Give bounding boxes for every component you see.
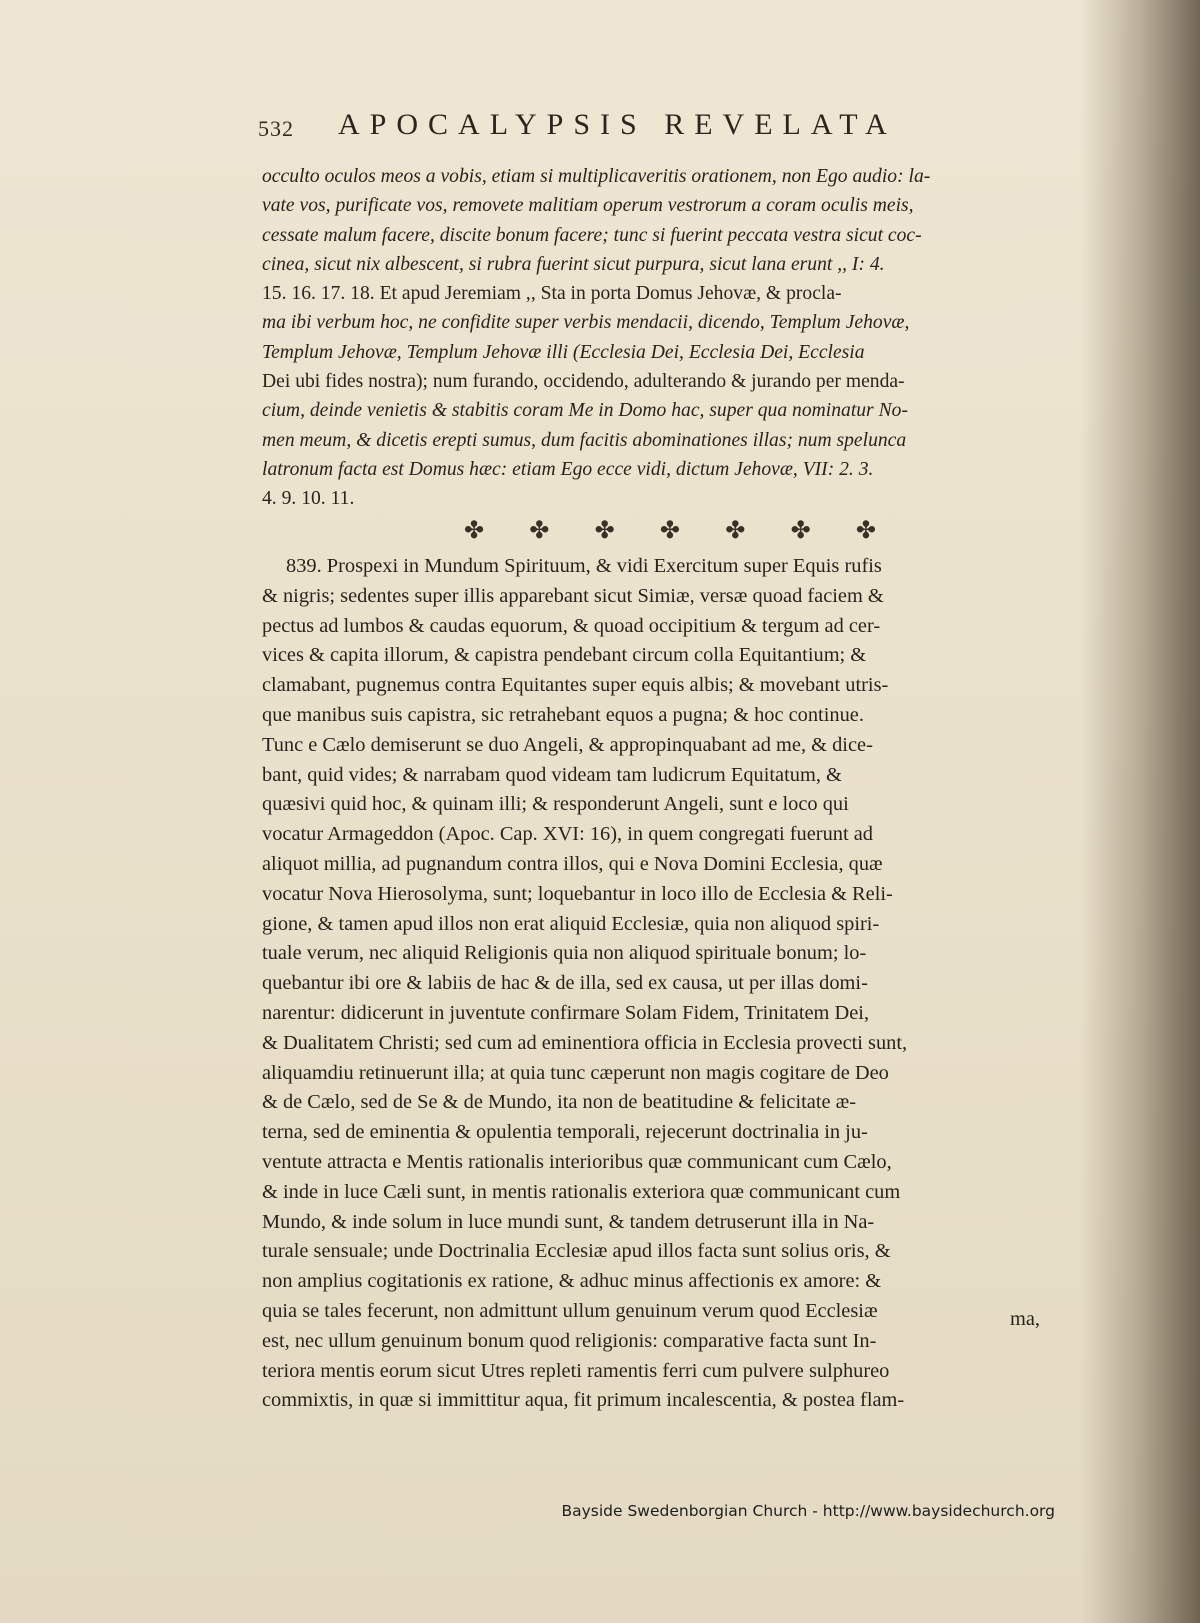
text-line: Templum Jehovæ, Templum Jehovæ illi (Ecclesia Dei, Ecclesia Dei, Ecclesia <box>262 341 865 363</box>
text-line: latronum facta est Domus hæc: etiam Ego ecce vidi, dictum Jehovæ, VII: 2. 3. <box>262 458 874 480</box>
text-line: & de Cælo, sed de Se & de Mundo, ita non de beatitudine & felicitate æ- <box>262 1091 857 1114</box>
text-line: non amplius cogitationis ex ratione, & adhuc minus affectionis ex amore: & <box>262 1270 882 1293</box>
text-line: pectus ad lumbos & caudas equorum, & quoad occipitium & tergum ad cer- <box>262 614 881 637</box>
running-head: APOCALYPSIS REVELATA <box>338 108 897 141</box>
text-line: ventute attracta e Mentis rationalis interioribus quæ communicant cum Cælo, <box>262 1150 892 1173</box>
text-line: 4. 9. 10. 11. <box>262 488 355 510</box>
text-line: vocatur Armageddon (Apoc. Cap. XVI: 16), in quem congregati fuerunt ad <box>262 823 873 846</box>
text-line: vocatur Nova Hierosolyma, sunt; loquebantur in loco illo de Ecclesia & Reli- <box>262 882 893 905</box>
scripture-quote-block <box>262 162 1044 514</box>
text-line: cessate malum facere, discite bonum facere; tunc si fuerint peccata vestra sicut coc- <box>262 224 922 246</box>
text-line: turale sensuale; unde Doctrinalia Ecclesiæ apud illos facta sunt solius oris, & <box>262 1240 891 1263</box>
text-line: 839. Prospexi in Mundum Spirituum, & vidi Exercitum super Equis rufis <box>286 555 882 577</box>
paragraph-839 <box>262 552 1044 1416</box>
text-line: clamabant, pugnemus contra Equitantes super equis albis; & movebant utris- <box>262 674 889 697</box>
text-line: & Dualitatem Christi; sed cum ad eminentiora officia in Ecclesia provecti sunt, <box>262 1031 908 1054</box>
text-line: que manibus suis capistra, sic retrahebant equos a pugna; & hoc continue. <box>262 703 864 726</box>
text-line: Dei ubi fides nostra); num furando, occidendo, adulterando & jurando per menda- <box>262 371 905 393</box>
text-line: tuale verum, nec aliquid Religionis quia non aliquod spirituale bonum; lo- <box>262 942 867 965</box>
text-line: aliquot millia, ad pugnandum contra illos, qui e Nova Domini Ecclesia, quæ <box>262 852 883 875</box>
flower-ornament-icon: ✤ <box>790 518 811 544</box>
text-line: bant, quid vides; & narrabam quod videam tam ludicrum Equitatum, & <box>262 763 842 786</box>
text-line: men meum, & dicetis erepti sumus, dum facitis abominationes illas; num spelunca <box>262 429 907 451</box>
text-line: Tunc e Cælo demiserunt se duo Angeli, & appropinquabant ad me, & dice- <box>262 733 873 756</box>
page-header <box>258 108 1038 148</box>
flower-ornament-icon: ✤ <box>659 518 681 544</box>
text-line: ma ibi verbum hoc, ne confidite super verbis mendacii, dicendo, Templum Jehovæ, <box>262 312 910 334</box>
text-line: Mundo, & inde solum in luce mundi sunt, & tandem detruserunt illa in Na- <box>262 1210 875 1233</box>
ornament-divider <box>460 517 880 547</box>
text-line: & inde in luce Cæli sunt, in mentis rationalis exteriora quæ communicant cum <box>262 1180 901 1203</box>
flower-ornament-icon: ✤ <box>463 518 485 544</box>
text-line: teriora mentis eorum sicut Utres repleti ramentis ferri cum pulvere sulphureo <box>262 1359 890 1382</box>
text-line: vate vos, purificate vos, removete malitiam operum vestrorum a coram oculis meis, <box>262 195 914 217</box>
page-number: 532 <box>258 116 294 141</box>
text-line: commixtis, in quæ si immittitur aqua, fit primum incalescentia, & postea flam- <box>262 1389 905 1412</box>
text-line: occulto oculos meos a vobis, etiam si multiplicaveritis orationem, non Ego audio: la- <box>262 166 931 187</box>
text-line: terna, sed de eminentia & opulentia temporali, rejecerunt doctrinalia in ju- <box>262 1121 868 1144</box>
text-line: vices & capita illorum, & capistra pendebant circum colla Equitantium; & <box>262 644 867 667</box>
text-line: est, nec ullum genuinum bonum quod religionis: comparative facta sunt In- <box>262 1329 877 1352</box>
text-line: cinea, sicut nix albescent, si rubra fuerint sicut purpura, sicut lana erunt ,, I: 4. <box>262 253 885 275</box>
text-line: quebantur ibi ore & labiis de hac & de illa, sed ex causa, ut per illas domi- <box>262 972 868 995</box>
text-line: quia se tales fecerunt, non admittunt ullum genuinum verum quod Ecclesiæ <box>262 1299 878 1322</box>
text-line: & nigris; sedentes super illis apparebant sicut Simiæ, versæ quoad faciem & <box>262 584 884 607</box>
text-line: narentur: didicerunt in juventute confirmare Solam Fidem, Trinitatem Dei, <box>262 1001 870 1024</box>
text-line: aliquamdiu retinuerunt illa; at quia tunc cæperunt non magis cogitare de Deo <box>262 1061 889 1084</box>
flower-ornament-icon: ✤ <box>855 518 877 544</box>
flower-ornament-icon: ✤ <box>529 518 550 544</box>
flower-ornament-icon: ✤ <box>725 518 746 544</box>
text-line: 15. 16. 17. 18. Et apud Jeremiam ,, Sta in porta Domus Jehovæ, & procla- <box>262 283 842 305</box>
footer-credit: Bayside Swedenborgian Church - http://www.baysidechurch.org <box>561 1502 1055 1520</box>
text-line: cium, deinde venietis & stabitis coram Me in Domo hac, super qua nominatur No- <box>262 400 908 422</box>
text-line: quæsivi quid hoc, & quinam illi; & responderunt Angeli, sunt e loco qui <box>262 793 849 816</box>
catchword: ma, <box>1010 1308 1041 1330</box>
text-line: gione, & tamen apud illos non erat aliquid Ecclesiæ, quia non aliquod spiri- <box>262 912 880 935</box>
flower-ornament-icon: ✤ <box>594 518 615 544</box>
